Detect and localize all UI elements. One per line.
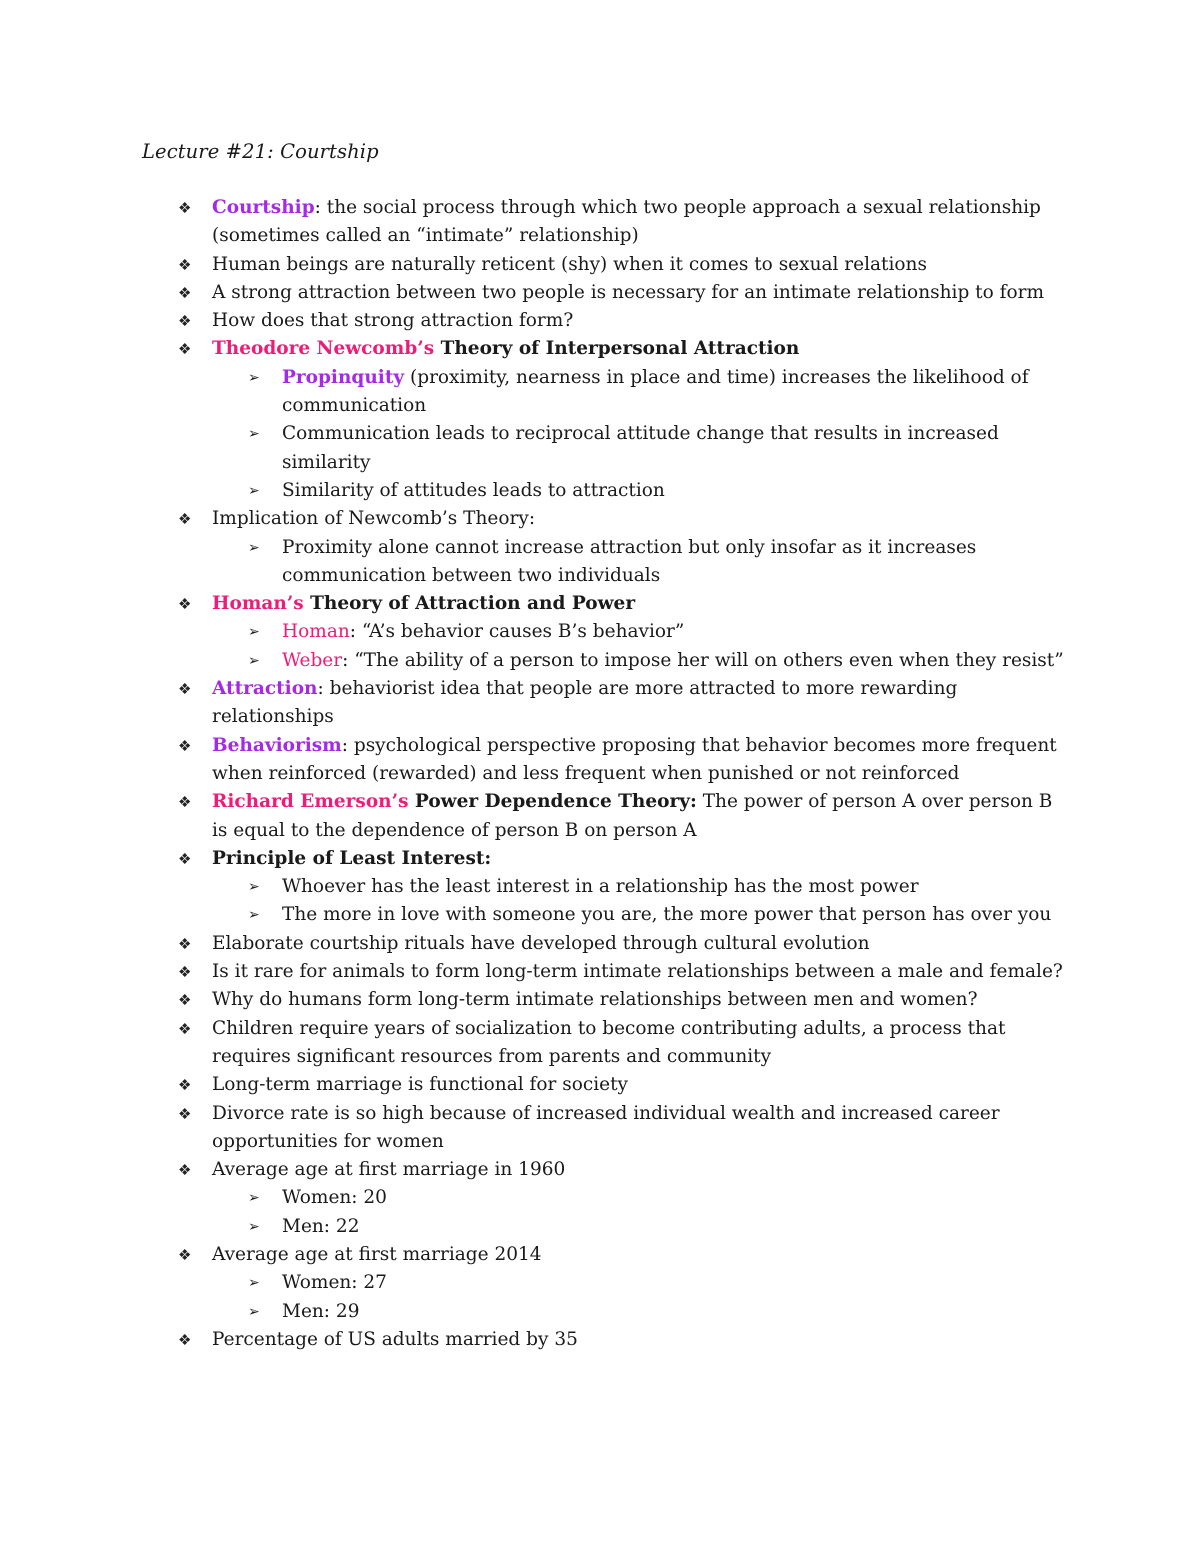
item-text: Communication leads to reciprocal attitude change that results in increased similarity [282,423,999,473]
list-item-least-interest [142,845,1072,930]
list-item-functional [142,1071,1072,1099]
diamond-bullet-icon: ❖ [178,934,192,953]
diamond-bullet-icon: ❖ [178,1330,192,1349]
sub-list-homan [142,618,1072,675]
item-text: Men: 29 [282,1300,360,1322]
arrow-bullet-icon: ➢ [248,369,260,386]
list-item-age-2014 [142,1241,1072,1326]
item-text: Elaborate courtship rituals have developed through cultural evolution [212,932,870,954]
diamond-bullet-icon: ❖ [178,340,192,359]
diamond-bullet-icon: ❖ [178,849,192,868]
item-text: Implication of Newcomb’s Theory: [212,508,536,530]
arrow-bullet-icon: ➢ [248,907,260,924]
list-item-children [142,1015,1072,1072]
term-propinquity: Propinquity [282,366,405,388]
sub-list-age-2014 [142,1269,1072,1326]
list-item-how-form [142,307,1072,335]
diamond-bullet-icon: ❖ [178,510,192,529]
list-item-emerson [142,788,1072,845]
diamond-bullet-icon: ❖ [178,312,192,331]
diamond-bullet-icon: ❖ [178,1245,192,1264]
list-item-courtship [142,194,1072,251]
sub-item-women-2014 [142,1269,1072,1297]
diamond-bullet-icon: ❖ [178,963,192,982]
lecture-title: Lecture #21: Courtship [142,140,379,163]
list-item-homan [142,590,1072,675]
main-bullet-list [142,194,1072,1354]
item-text: Whoever has the least interest in a relationship has the most power [282,876,919,898]
diamond-bullet-icon: ❖ [178,736,192,755]
theory-homan: Theory of Attraction and Power [303,593,636,615]
item-text: Long-term marriage is functional for society [212,1074,628,1096]
sub-item-whoever [142,873,1072,901]
sub-item-propinquity [142,364,1072,421]
item-text: Average age at first marriage 2014 [212,1243,542,1265]
item-text: Divorce rate is so high because of increased individual wealth and increased career opportunities for women [212,1102,1000,1152]
term-courtship: Courtship [212,197,315,218]
diamond-bullet-icon: ❖ [178,680,192,699]
sub-item-proximity [142,534,1072,591]
definition-attraction: : behaviorist idea that people are more attracted to more rewarding relationships [212,678,958,728]
list-item-newcomb [142,335,1072,505]
arrow-bullet-icon: ➢ [248,1190,260,1207]
theory-emerson: Power Dependence Theory: [408,791,697,813]
arrow-bullet-icon: ➢ [248,426,260,443]
diamond-bullet-icon: ❖ [178,255,192,274]
sub-item-more-love [142,901,1072,929]
definition-emerson: The power of person A over person B is equal to the dependence of person B on person A [212,791,1053,841]
sub-item-communication [142,420,1072,477]
sub-list-age-1960 [142,1184,1072,1241]
item-text: Percentage of US adults married by 35 [212,1328,578,1350]
quote-weber: : “The ability of a person to impose her will on others even when they resist” [342,649,1064,671]
definition-propinquity: (proximity, nearness in place and time) increases the likelihood of communication [282,366,1029,417]
arrow-bullet-icon: ➢ [248,482,260,499]
definition-courtship: : the social process through which two people approach a sexual relationship (sometimes called an “intimate” relationship) [212,197,1041,247]
item-text: Men: 22 [282,1215,360,1237]
item-text: Children require years of socialization to become contributing adults, a process that requires significant resources from parents and community [212,1017,1006,1067]
arrow-bullet-icon: ➢ [248,539,260,556]
item-text: Why do humans form long-term intimate relationships between men and women? [212,989,978,1011]
diamond-bullet-icon: ❖ [178,1019,192,1038]
name-newcomb: Theodore Newcomb’s [212,338,435,360]
principle-least-interest: Principle of Least Interest: [212,847,492,869]
name-homan: Homan’s [212,593,304,615]
item-text: Women: 27 [282,1272,387,1294]
arrow-bullet-icon: ➢ [248,1303,260,1320]
diamond-bullet-icon: ❖ [178,1104,192,1123]
sub-item-similarity [142,477,1072,505]
sub-item-women-1960 [142,1184,1072,1212]
definition-behaviorism: : psychological perspective proposing that behavior becomes more frequent when reinforced (rewarded) and less frequent when punished or not reinforced [212,734,1057,784]
arrow-bullet-icon: ➢ [248,624,260,641]
list-item-implication [142,505,1072,590]
term-attraction: Attraction [212,678,318,700]
item-text: A strong attraction between two people is necessary for an intimate relationship to form [212,281,1044,303]
item-text: Women: 20 [282,1187,387,1209]
diamond-bullet-icon: ❖ [178,1076,192,1095]
arrow-bullet-icon: ➢ [248,1218,260,1235]
diamond-bullet-icon: ❖ [178,793,192,812]
diamond-bullet-icon: ❖ [178,199,192,217]
item-text: The more in love with someone you are, the more power that person has over you [282,904,1052,926]
list-item-rituals [142,930,1072,958]
sub-item-men-2014 [142,1298,1072,1326]
diamond-bullet-icon: ❖ [178,1161,192,1180]
name-weber: Weber [282,649,343,671]
list-item-attraction [142,675,1072,732]
diamond-bullet-icon: ❖ [178,283,192,302]
diamond-bullet-icon: ❖ [178,991,192,1010]
sub-item-men-1960 [142,1213,1072,1241]
item-text: Proximity alone cannot increase attraction but only insofar as it increases communication between two individuals [282,536,977,586]
term-behaviorism: Behaviorism [212,734,342,756]
sub-list-newcomb [142,364,1072,505]
list-item-age-1960 [142,1156,1072,1241]
name-homan-quote: Homan [282,621,350,643]
sub-item-weber-quote [142,647,1072,675]
sub-list-implication [142,534,1072,591]
arrow-bullet-icon: ➢ [248,652,260,669]
document-page [142,138,1072,1354]
list-item-strong-attraction [142,279,1072,307]
name-emerson: Richard Emerson’s [212,791,409,813]
sub-list-least-interest [142,873,1072,930]
list-item-divorce [142,1100,1072,1157]
diamond-bullet-icon: ❖ [178,595,192,614]
list-item-why-humans [142,986,1072,1014]
item-text: How does that strong attraction form? [212,310,574,332]
arrow-bullet-icon: ➢ [248,879,260,896]
list-item-behaviorism [142,732,1072,789]
quote-homan: : “A’s behavior causes B’s behavior” [349,621,685,643]
sub-item-homan-quote [142,618,1072,646]
item-text: Is it rare for animals to form long-term intimate relationships between a male and female? [212,961,1063,983]
item-text: Average age at first marriage in 1960 [212,1159,566,1181]
list-item-percentage [142,1326,1072,1354]
list-item-rare-animals [142,958,1072,986]
arrow-bullet-icon: ➢ [248,1275,260,1292]
theory-newcomb: Theory of Interpersonal Attraction [434,338,800,360]
item-text: Human beings are naturally reticent (shy) when it comes to sexual relations [212,253,927,275]
list-item-reticent [142,251,1072,279]
item-text: Similarity of attitudes leads to attraction [282,479,665,501]
